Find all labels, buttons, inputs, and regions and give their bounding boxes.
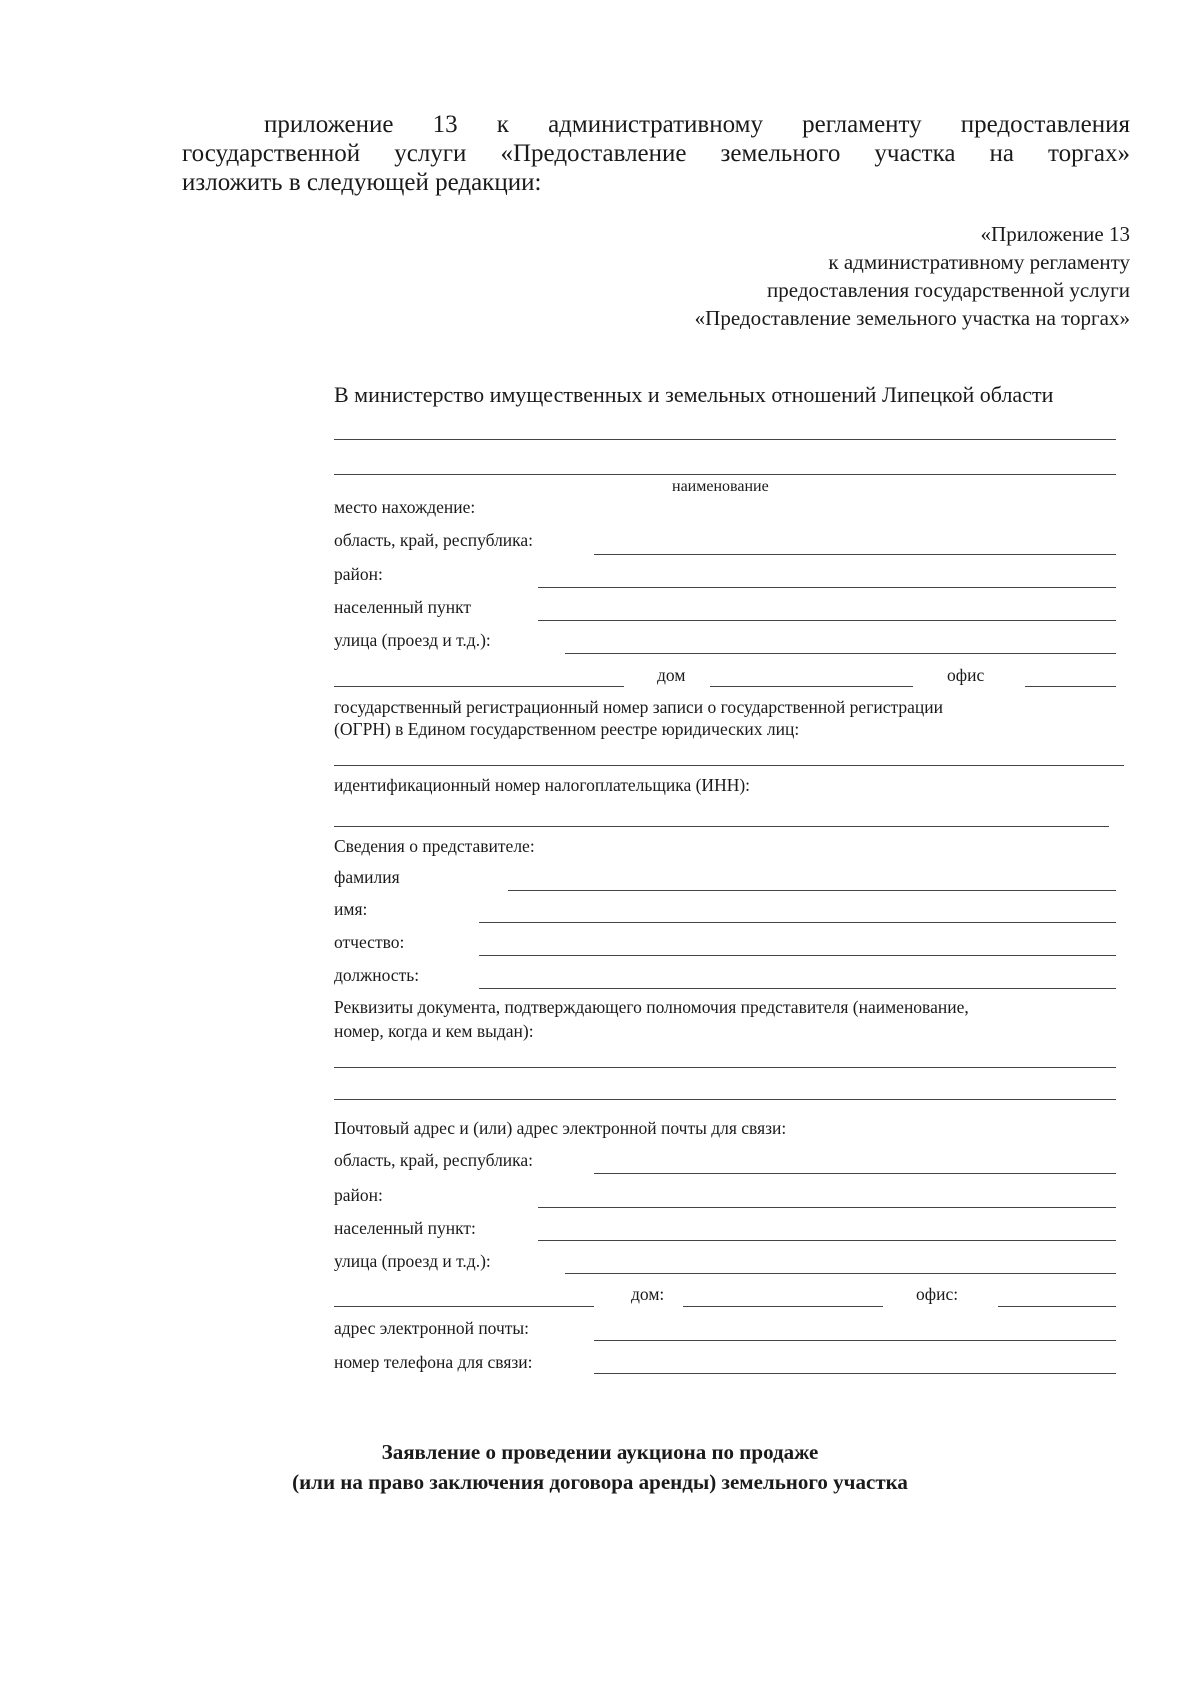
approval-line-1: «Приложение 13 bbox=[980, 222, 1130, 246]
document-title-line-1: Заявление о проведении аукциона по продаже bbox=[381, 1440, 819, 1464]
authority-doc-field-1[interactable] bbox=[334, 1067, 1116, 1068]
email-label: адрес электронной почты: bbox=[334, 1318, 530, 1338]
contact-settlement-field[interactable] bbox=[538, 1240, 1116, 1241]
addressee: В министерство имущественных и земельных отношений Липецкой области bbox=[334, 382, 1054, 407]
approval-line-2: к административному регламенту bbox=[828, 250, 1130, 274]
district-field[interactable] bbox=[538, 587, 1116, 588]
intro-paragraph bbox=[182, 110, 1130, 197]
contact-house-label: дом: bbox=[631, 1284, 665, 1304]
approval-line-3: предоставления государственной услуги bbox=[767, 278, 1130, 302]
surname-label: фамилия bbox=[334, 867, 400, 887]
authority-doc-field-2[interactable] bbox=[334, 1099, 1116, 1100]
intro-line-1: приложение 13 к административному регламенту предоставления bbox=[264, 111, 1130, 138]
phone-label: номер телефона для связи: bbox=[334, 1352, 533, 1372]
approval-line-4: «Предоставление земельного участка на торгах» bbox=[694, 306, 1130, 330]
representative-header: Сведения о представителе: bbox=[334, 836, 535, 856]
location-label: место нахождение: bbox=[334, 497, 476, 517]
region-field[interactable] bbox=[594, 554, 1116, 555]
patronymic-field[interactable] bbox=[479, 955, 1116, 956]
ogrn-field[interactable] bbox=[334, 765, 1124, 766]
phone-field[interactable] bbox=[594, 1373, 1116, 1374]
authority-doc-label-line-2: номер, когда и кем выдан): bbox=[334, 1021, 534, 1041]
contact-office-label: офис: bbox=[916, 1284, 959, 1304]
contact-street-label: улица (проезд и т.д.): bbox=[334, 1251, 491, 1271]
contact-region-label: область, край, республика: bbox=[334, 1150, 534, 1170]
street-field[interactable] bbox=[565, 653, 1116, 654]
intro-line-2: государственной услуги «Предоставление земельного участка на торгах» bbox=[182, 140, 1130, 167]
authority-doc-label-line-1: Реквизиты документа, подтверждающего полномочия представителя (наименование, bbox=[334, 997, 969, 1017]
inn-label: идентификационный номер налогоплательщика (ИНН): bbox=[334, 775, 751, 795]
intro-line-3: изложить в следующей редакции: bbox=[182, 169, 542, 196]
contact-district-field[interactable] bbox=[538, 1207, 1116, 1208]
contact-street-field[interactable] bbox=[565, 1273, 1116, 1274]
house-label: дом bbox=[657, 665, 686, 685]
contact-street-continuation-field[interactable] bbox=[334, 1306, 594, 1307]
name-caption: наименование bbox=[672, 478, 769, 495]
inn-field[interactable] bbox=[334, 826, 1109, 827]
region-label: область, край, республика: bbox=[334, 530, 534, 550]
contact-house-field[interactable] bbox=[683, 1306, 883, 1307]
street-continuation-field[interactable] bbox=[334, 686, 624, 687]
office-label: офис bbox=[947, 665, 985, 685]
settlement-field[interactable] bbox=[538, 620, 1116, 621]
position-label: должность: bbox=[334, 965, 420, 985]
street-label: улица (проезд и т.д.): bbox=[334, 630, 491, 650]
office-field[interactable] bbox=[1025, 686, 1116, 687]
patronymic-label: отчество: bbox=[334, 932, 405, 952]
first-name-field[interactable] bbox=[479, 922, 1116, 923]
applicant-name-line-1[interactable] bbox=[334, 439, 1116, 440]
district-label: район: bbox=[334, 564, 383, 584]
surname-field[interactable] bbox=[508, 890, 1116, 891]
approval-block bbox=[695, 220, 1130, 332]
ogrn-label-line-2: (ОГРН) в Едином государственном реестре юридических лиц: bbox=[334, 719, 800, 739]
house-field[interactable] bbox=[710, 686, 913, 687]
settlement-label: населенный пункт bbox=[334, 597, 472, 617]
ogrn-label-line-1: государственный регистрационный номер записи о государственной регистрации bbox=[334, 697, 943, 717]
applicant-name-line-2[interactable] bbox=[334, 474, 1116, 475]
contact-settlement-label: населенный пункт: bbox=[334, 1218, 476, 1238]
contact-header: Почтовый адрес и (или) адрес электронной почты для связи: bbox=[334, 1118, 787, 1138]
position-field[interactable] bbox=[479, 988, 1116, 989]
document-title-line-2: (или на право заключения договора аренды) земельного участка bbox=[292, 1470, 908, 1494]
contact-region-field[interactable] bbox=[594, 1173, 1116, 1174]
first-name-label: имя: bbox=[334, 899, 368, 919]
contact-district-label: район: bbox=[334, 1185, 383, 1205]
email-field[interactable] bbox=[594, 1340, 1116, 1341]
contact-office-field[interactable] bbox=[998, 1306, 1116, 1307]
